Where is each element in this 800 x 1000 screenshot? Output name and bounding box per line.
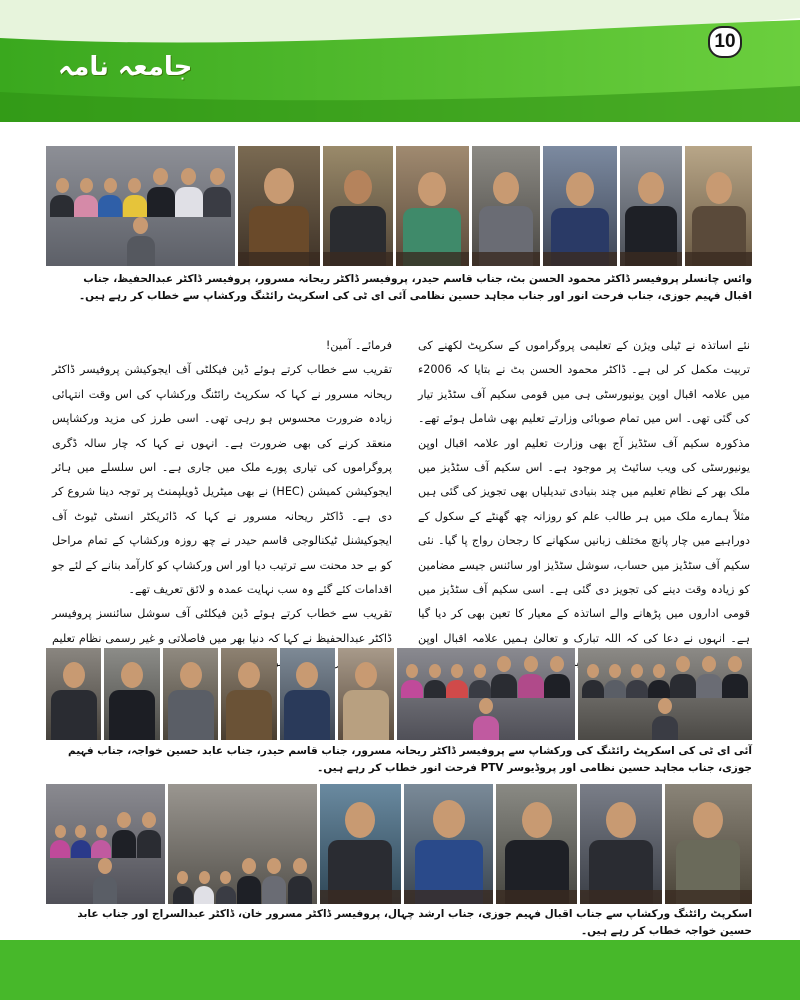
photo-speaker-1 (238, 146, 320, 266)
photo-speaker-e (280, 648, 335, 740)
article-paragraph: تقریب سے خطاب کرتے ہوئے ڈین فیکلٹی آف سوشل سائنسز پروفیسر ڈاکٹر عبدالحفیظ نے کہا کہ دنیا بھر میں فاصلاتی و غیر رسمی نظام تعلیم (52, 607, 392, 645)
photo-caption-middle: آئی ای ٹی کی اسکرپٹ رائٹنگ کی ورکشاپ سے پروفیسر ڈاکٹر ریحانہ مسرور، جناب قاسم حیدر، جناب عابد حسین خواجہ، جناب فہیم جوزی، جناب مجاہد حسین نظامی اور پروڈیوسر PTV فرحت انور خطاب کر رہے ہیں۔ (68, 745, 752, 774)
photo-audience-right (168, 784, 317, 904)
photo-audience (46, 146, 235, 266)
photo-speaker-7 (685, 146, 752, 266)
photo-speaker-podium-5 (665, 784, 752, 904)
photo-speaker-6 (620, 146, 683, 266)
photo-speaker-c (163, 648, 218, 740)
photo-speaker-a (46, 648, 101, 740)
article-column-left (52, 334, 392, 676)
article-paragraph: فرمائے۔ آمین! (325, 339, 392, 352)
photo-audience-men (578, 648, 752, 740)
page-header (0, 0, 800, 122)
photo-speaker-f (338, 648, 393, 740)
photo-speaker-3 (396, 146, 470, 266)
photo-speaker-podium-4 (580, 784, 661, 904)
article-paragraph: تقریب سے خطاب کرتے ہوئے ڈین فیکلٹی آف ایجوکیشن پروفیسر ڈاکٹر ریحانہ مسرور نے کہا کہ سکرپٹ رائٹنگ ورکشاپ کی اس وقت انتہائی زیادہ ضرورت محسوس ہو رہی تھی۔ اسی طرز کی مزید ورکشاپس منعقد کرنے کی بھی ضرورت ہے۔ انہوں نے کہا کہ چار سالہ ڈگری پروگراموں کی تیاری پورے ملک میں جاری ہے۔ اس سلسلے میں ہائر ایجوکیشن کمیشن (HEC) نے بھی میٹریل ڈویلپمنٹ پر توجہ دینا شروع کر دی ہے۔ ڈاکٹر ریحانہ مسرور نے کہا کہ ڈائریکٹر انسٹی ٹیوٹ آف ایجوکیشنل ٹیکنالوجی قاسم حیدر نے چھ روزہ ورکشاپ کے تمام مراحل کو بے حد محنت سے ترتیب دیا اور اس ورکشاپ کو کارآمد بنانے کے لئے جو اقدامات کئے گئے وہ سب نہایت عمدہ و لائق تعریف تھے۔ (52, 363, 392, 597)
photo-speaker-podium-2 (404, 784, 493, 904)
masthead-title: جامعہ نامہ (58, 52, 193, 82)
photo-caption-top: وائس چانسلر پروفیسر ڈاکٹر محمود الحسن بٹ، جناب قاسم حیدر، پروفیسر ڈاکٹر ریحانہ مسرور، پروفیسر ڈاکٹر عبدالحفیظ، جناب اقبال فہیم جوزی، جناب فرحت انور اور جناب مجاہد حسین نظامی آئی ای ٹی کی اسکرپٹ رائٹنگ ورکشاپ سے خطاب کر رہے ہیں۔ (78, 273, 752, 302)
photo-speaker-b (104, 648, 159, 740)
photo-audience-women (397, 648, 575, 740)
photo-speaker-podium-3 (496, 784, 577, 904)
photo-speaker-podium-1 (320, 784, 401, 904)
photo-strip-bottom (46, 784, 752, 904)
article-paragraph: نئے اساتذہ نے ٹیلی ویژن کے تعلیمی پروگراموں کے سکرپٹ لکھنے کی تربیت مکمل کر لی ہے۔ ڈاکٹر محمود الحسن بٹ نے بتایا کہ 2006ء میں علامہ اقبال اوپن یونیورسٹی ہی میں قومی سکیم آف سٹڈیز تیار کی گئی تھی۔ اس میں تمام صوبائی وزارتے تعلیم بھی شامل ہوئے تھے۔ مذکورہ سکیم آف سٹڈیز آج بھی وزارت تعلیم اور علامہ اقبال اوپن یونیورسٹی کی ویب سائیٹ پر موجود ہے۔ اس سکیم آف سٹڈیز میں ملک بھر کے نظام تعلیم میں چند بنیادی تبدیلیاں بھی تجویز کی گئی ہیں مثلاً ہمارے ملک میں ہر طالب علم کو روزانہ چھ گھنٹے کے سکول کے دوراہیے میں چار پانچ مختلف زبانیں سکھانے کا رجحان رواج پا گیا۔ نئی سکیم آف سٹڈیز میں حساب، سوشل سٹڈیز اور سائنس جیسے مضامین کو زیادہ وقت دینے کی تجویز دی گئی ہے۔ اسی سکیم آف سٹڈیز میں قومی اداروں میں پڑھانے والے اساتذہ کے معیار کا تعین بھی کر دیا گیا ہے۔ انہوں نے دعا کی کہ اللہ تبارک و تعالیٰ ہمیں علامہ اقبال اوپن (418, 339, 750, 645)
photo-speaker-2 (323, 146, 393, 266)
photo-speaker-4 (472, 146, 540, 266)
article-column-right (418, 334, 750, 700)
page-number: 10 (708, 26, 742, 58)
page-footer-band (0, 940, 800, 1000)
photo-speaker-5 (543, 146, 617, 266)
photo-strip-middle (46, 648, 752, 740)
photo-strip-top (46, 146, 752, 266)
photo-caption-bottom: اسکرپٹ رائٹنگ ورکشاپ سے جناب اقبال فہیم جوزی، جناب ارشد چہال، پروفیسر ڈاکٹر مسرور خان، ڈاکٹر عبدالسراج اور جناب عابد حسین خواجہ خطاب کر رہے ہیں۔ (77, 908, 752, 937)
photo-speaker-d (221, 648, 276, 740)
photo-audience-left (46, 784, 165, 904)
